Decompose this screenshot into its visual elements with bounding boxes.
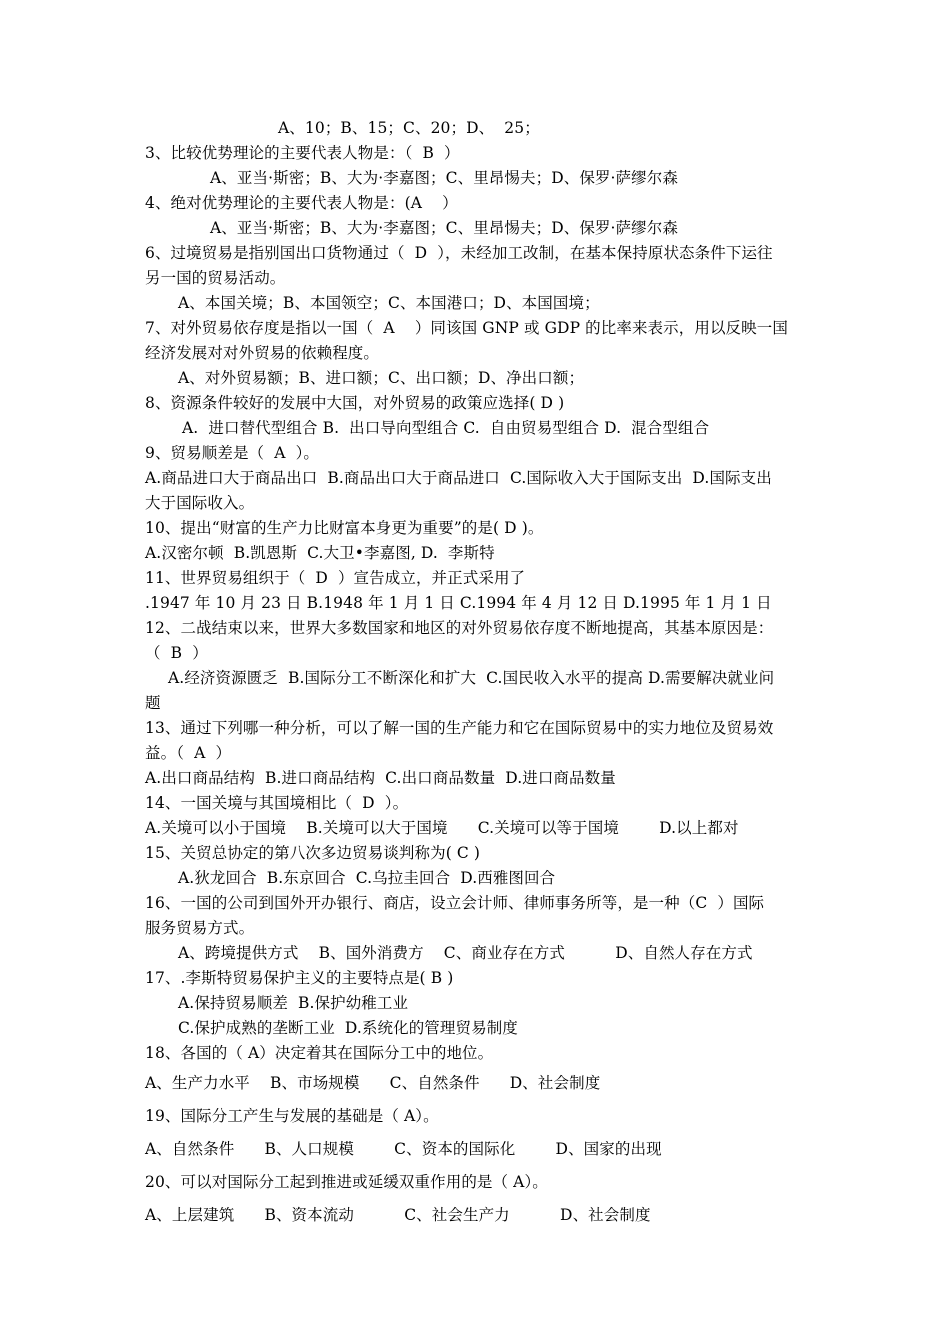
question-line: 10、提出“财富的生产力比财富本身更为重要”的是( D )。 (145, 519, 544, 537)
options-line: A、对外贸易额；B、进口额；C、出口额；D、净出口额； (178, 369, 585, 387)
options-line-continued: 大于国际收入。 (145, 494, 255, 512)
options-line: A、亚当·斯密；B、大为·李嘉图；C、里昂惕夫；D、保罗·萨缪尔森 (210, 219, 678, 237)
question-line: 15、关贸总协定的第八次多边贸易谈判称为( C ) (145, 844, 481, 862)
question-line-continued: 另一国的贸易活动。 (145, 269, 286, 287)
question-line: 7、对外贸易依存度是指以一国（ A ）同该国 GNP 或 GDP 的比率来表示，用以反映一国 (145, 319, 788, 337)
question-line: 16、一国的公司到国外开办银行、商店，设立会计师、律师事务所等，是一种（C ）国际 (145, 894, 765, 912)
options-line: A、自然条件 B、人口规模 C、资本的国际化 D、国家的出现 (145, 1140, 662, 1158)
options-line: A、本国关境；B、本国领空；C、本国港口；D、本国国境； (178, 294, 600, 312)
question-line: 19、国际分工产生与发展的基础是（ A）。 (145, 1107, 439, 1125)
options-line: A、10；B、15；C、20；D、 25； (278, 119, 540, 137)
options-line: A. 进口替代型组合 B. 出口导向型组合 C. 自由贸易型组合 D. 混合型组合 (182, 419, 710, 437)
question-line: 3、比较优势理论的主要代表人物是：（ B ） (145, 144, 460, 162)
options-line: A、上层建筑 B、资本流动 C、社会生产力 D、社会制度 (145, 1206, 651, 1224)
question-line-continued: 经济发展对对外贸易的依赖程度。 (145, 344, 380, 362)
options-line: A.狄龙回合 B.东京回合 C.乌拉圭回合 D.西雅图回合 (178, 869, 556, 887)
question-line: 17、.李斯特贸易保护主义的主要特点是( B ) (145, 969, 454, 987)
question-line: 12、二战结束以来，世界大多数国家和地区的对外贸易依存度不断地提高，其基本原因是： (145, 619, 774, 637)
options-line: .1947 年 10 月 23 日 B.1948 年 1 月 1 日 C.1994 年 4 月 12 日 D.1995 年 1 月 1 日 (145, 594, 772, 612)
options-line: A.关境可以小于国境 B.关境可以大于国境 C.关境可以等于国境 D.以上都对 (145, 819, 739, 837)
question-line: 14、一国关境与其国境相比（ D ）。 (145, 794, 409, 812)
question-line-continued: 服务贸易方式。 (145, 919, 255, 937)
question-line: 6、过境贸易是指别国出口货物通过（ D ），未经加工改制，在基本保持原状态条件下运往 (145, 244, 773, 262)
question-line: 20、可以对国际分工起到推进或延缓双重作用的是（ A）。 (145, 1173, 548, 1191)
options-line: A.出口商品结构 B.进口商品结构 C.出口商品数量 D.进口商品数量 (145, 769, 616, 787)
options-line-continued: 题 (145, 694, 161, 712)
question-line: 9、贸易顺差是（ A ）。 (145, 444, 320, 462)
question-line: 13、通过下列哪一种分析，可以了解一国的生产能力和它在国际贸易中的实力地位及贸易效 (145, 719, 774, 737)
options-line: A.保持贸易顺差 B.保护幼稚工业 (178, 994, 409, 1012)
options-line: A.商品进口大于商品出口 B.商品出口大于商品进口 C.国际收入大于国际支出 D.国际支出 (145, 469, 772, 487)
question-line: 18、各国的（ A）决定着其在国际分工中的地位。 (145, 1044, 494, 1062)
options-line: A、跨境提供方式 B、国外消费方 C、商业存在方式 D、自然人存在方式 (178, 944, 753, 962)
options-line: A.汉密尔顿 B.凯恩斯 C.大卫•李嘉图, D. 李斯特 (145, 544, 495, 562)
options-line: A.经济资源匮乏 B.国际分工不断深化和扩大 C.国民收入水平的提高 D.需要解决就业问 (168, 669, 775, 687)
options-line: A、生产力水平 B、市场规模 C、自然条件 D、社会制度 (145, 1074, 601, 1092)
question-line: 11、世界贸易组织于（ D ）宣告成立，并正式采用了 (145, 569, 526, 587)
question-line-continued: （ B ） (145, 644, 208, 662)
question-line: 8、资源条件较好的发展中大国，对外贸易的政策应选择( D ) (145, 394, 565, 412)
question-line-continued: 益。（ A ） (145, 744, 232, 762)
options-line: A、亚当·斯密；B、大为·李嘉图；C、里昂惕夫；D、保罗·萨缪尔森 (210, 169, 678, 187)
options-line: C.保护成熟的垄断工业 D.系统化的管理贸易制度 (178, 1019, 518, 1037)
question-line: 4、绝对优势理论的主要代表人物是：(A ） (145, 194, 458, 212)
